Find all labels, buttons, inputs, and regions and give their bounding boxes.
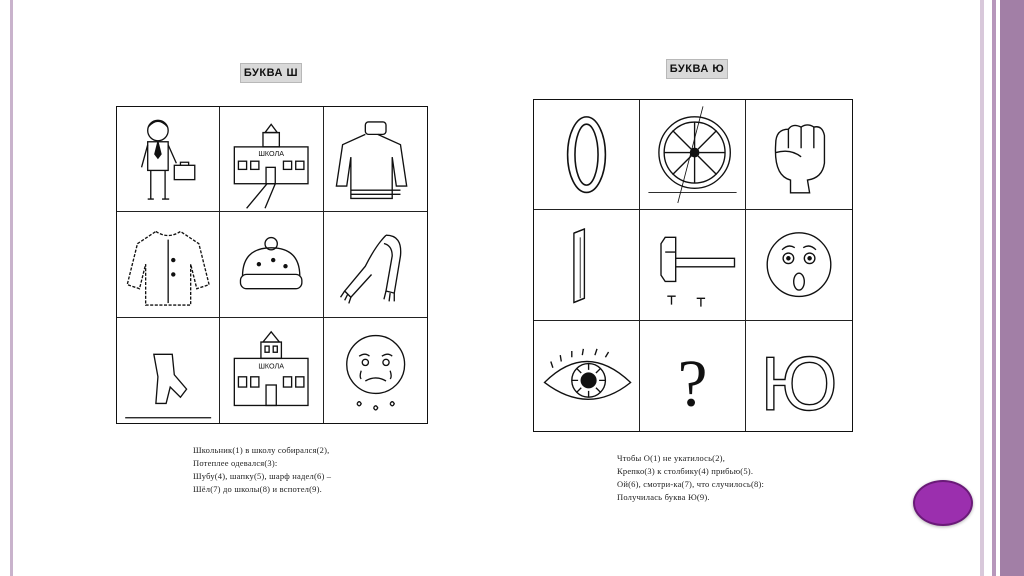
poem-line: Школьник(1) в школу собирался(2),	[193, 445, 330, 455]
left-title: БУКВА Ш	[240, 63, 302, 83]
left-picture-grid	[116, 106, 428, 424]
question-mark-icon	[640, 321, 745, 431]
svg-text:Ю: Ю	[760, 341, 838, 427]
right-title: БУКВА Ю	[666, 59, 728, 79]
svg-text:?: ?	[677, 345, 708, 421]
surprised-face-icon	[746, 210, 852, 319]
poem-line: Ой(6), смотри-ка(7), что случилось(8):	[617, 479, 765, 489]
cell-sweater	[324, 107, 427, 212]
cell-letter-o	[534, 100, 640, 210]
schoolboy-icon	[117, 107, 219, 211]
poem-line: Чтобы О(1) не укатилось(2),	[617, 453, 726, 463]
cell-fist	[746, 100, 852, 210]
poem-line: Потеплее одевался(3):	[193, 458, 278, 468]
wheel-icon	[640, 100, 745, 209]
scarf-icon	[324, 212, 427, 316]
cell-trousers	[117, 318, 220, 423]
cell-school-2	[220, 318, 323, 423]
right-frame-border	[980, 0, 1024, 576]
cell-hammer	[640, 210, 746, 320]
right-poem	[617, 452, 764, 504]
cell-hat	[220, 212, 323, 317]
hammer-icon	[640, 210, 745, 319]
cell-question-mark	[640, 321, 746, 431]
hat-icon	[220, 212, 322, 316]
trousers-icon	[117, 318, 219, 423]
cell-school-1	[220, 107, 323, 212]
cell-letter-yu	[746, 321, 852, 431]
cell-eye	[534, 321, 640, 431]
svg-text:ШКОЛА: ШКОЛА	[258, 362, 285, 371]
poem-line: Шубу(4), шапку(5), шарф надел(6) –	[193, 471, 332, 481]
cell-fur-coat	[117, 212, 220, 317]
cell-scarf	[324, 212, 427, 317]
post-icon	[534, 210, 639, 319]
school-building-icon	[220, 107, 322, 211]
sweater-icon	[324, 107, 427, 211]
poem-line: Получилась буква Ю(9).	[617, 492, 710, 502]
cell-surprised-face	[746, 210, 852, 320]
letter-o-icon	[534, 100, 639, 209]
svg-text:ШКОЛА: ШКОЛА	[258, 150, 285, 159]
fur-coat-icon	[117, 212, 219, 316]
poem-line: Крепко(3) к столбику(4) прибью(5).	[617, 466, 754, 476]
letter-yu-icon	[746, 321, 852, 431]
cell-wheel	[640, 100, 746, 210]
crying-face-icon	[324, 318, 427, 423]
next-slide-button[interactable]	[913, 480, 973, 526]
poem-line: Шёл(7) до школы(8) и вспотел(9).	[193, 484, 322, 494]
left-frame-line	[10, 0, 13, 576]
cell-schoolboy	[117, 107, 220, 212]
cell-crying-face	[324, 318, 427, 423]
cell-post	[534, 210, 640, 320]
left-poem	[193, 444, 331, 496]
school-building-icon	[220, 318, 322, 423]
eye-icon	[534, 321, 639, 431]
right-picture-grid	[533, 99, 853, 432]
fist-icon	[746, 100, 852, 209]
